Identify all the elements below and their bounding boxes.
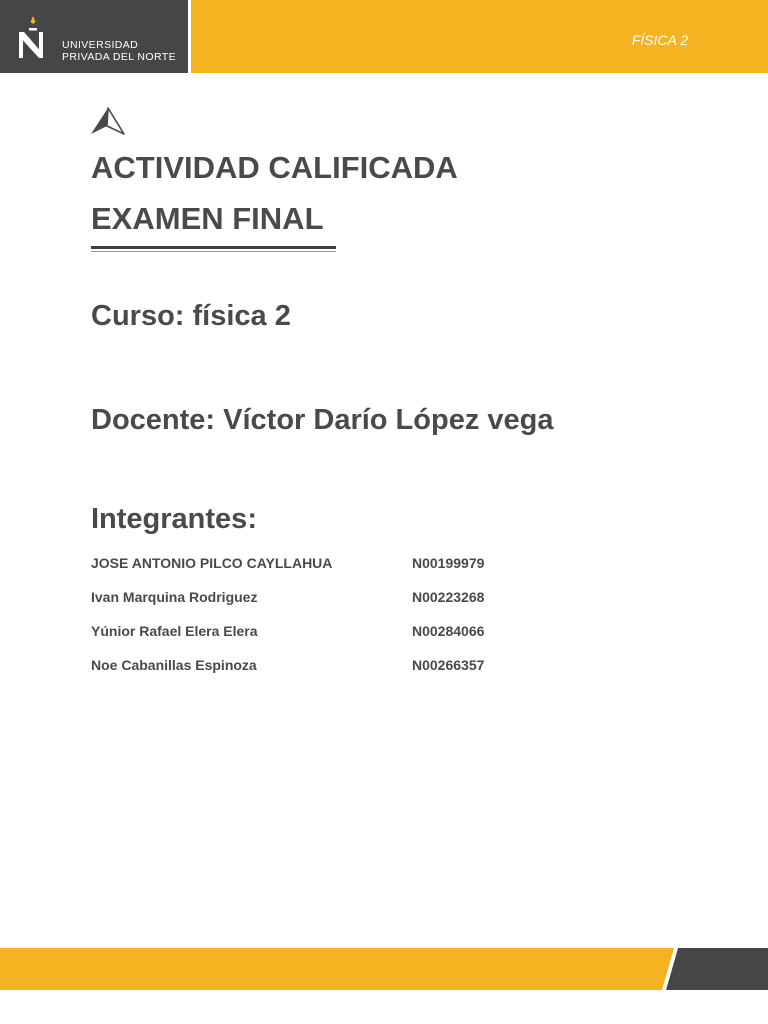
title-underline-thin: [91, 251, 336, 252]
page-title-line-1: ACTIVIDAD CALIFICADA: [91, 150, 458, 185]
upn-logo-icon: [16, 16, 50, 62]
member-row: [91, 555, 521, 573]
member-row: [91, 623, 521, 641]
header-course-tag: FÍSICA 2: [631, 32, 688, 48]
member-name: Noe Cabanillas Espinoza: [91, 657, 257, 673]
member-row: [91, 589, 521, 607]
member-row: [91, 657, 521, 675]
member-name: Ivan Marquina Rodriguez: [91, 589, 258, 605]
header-divider: [188, 0, 191, 73]
logo-line-2: PRIVADA DEL NORTE: [62, 51, 176, 63]
header-bar: [0, 0, 768, 73]
course-label: Curso: física 2: [91, 300, 291, 332]
footer-accent: [0, 948, 768, 990]
member-code: N00266357: [412, 657, 485, 673]
members-heading: Integrantes:: [91, 503, 257, 535]
member-name: JOSE ANTONIO PILCO CAYLLAHUA: [91, 555, 333, 571]
member-name: Yúnior Rafael Elera Elera: [91, 623, 258, 639]
triangle-icon: [90, 106, 126, 136]
logo-text: [62, 39, 176, 63]
university-logo: [0, 0, 188, 73]
member-code: N00223268: [412, 589, 485, 605]
footer-bar: [0, 948, 768, 990]
page-title-line-2: EXAMEN FINAL: [91, 201, 324, 236]
member-code: N00199979: [412, 555, 485, 571]
teacher-label: Docente: Víctor Darío López vega: [91, 404, 554, 436]
logo-line-1: UNIVERSIDAD: [62, 39, 139, 51]
member-code: N00284066: [412, 623, 485, 639]
title-underline: [91, 246, 336, 249]
